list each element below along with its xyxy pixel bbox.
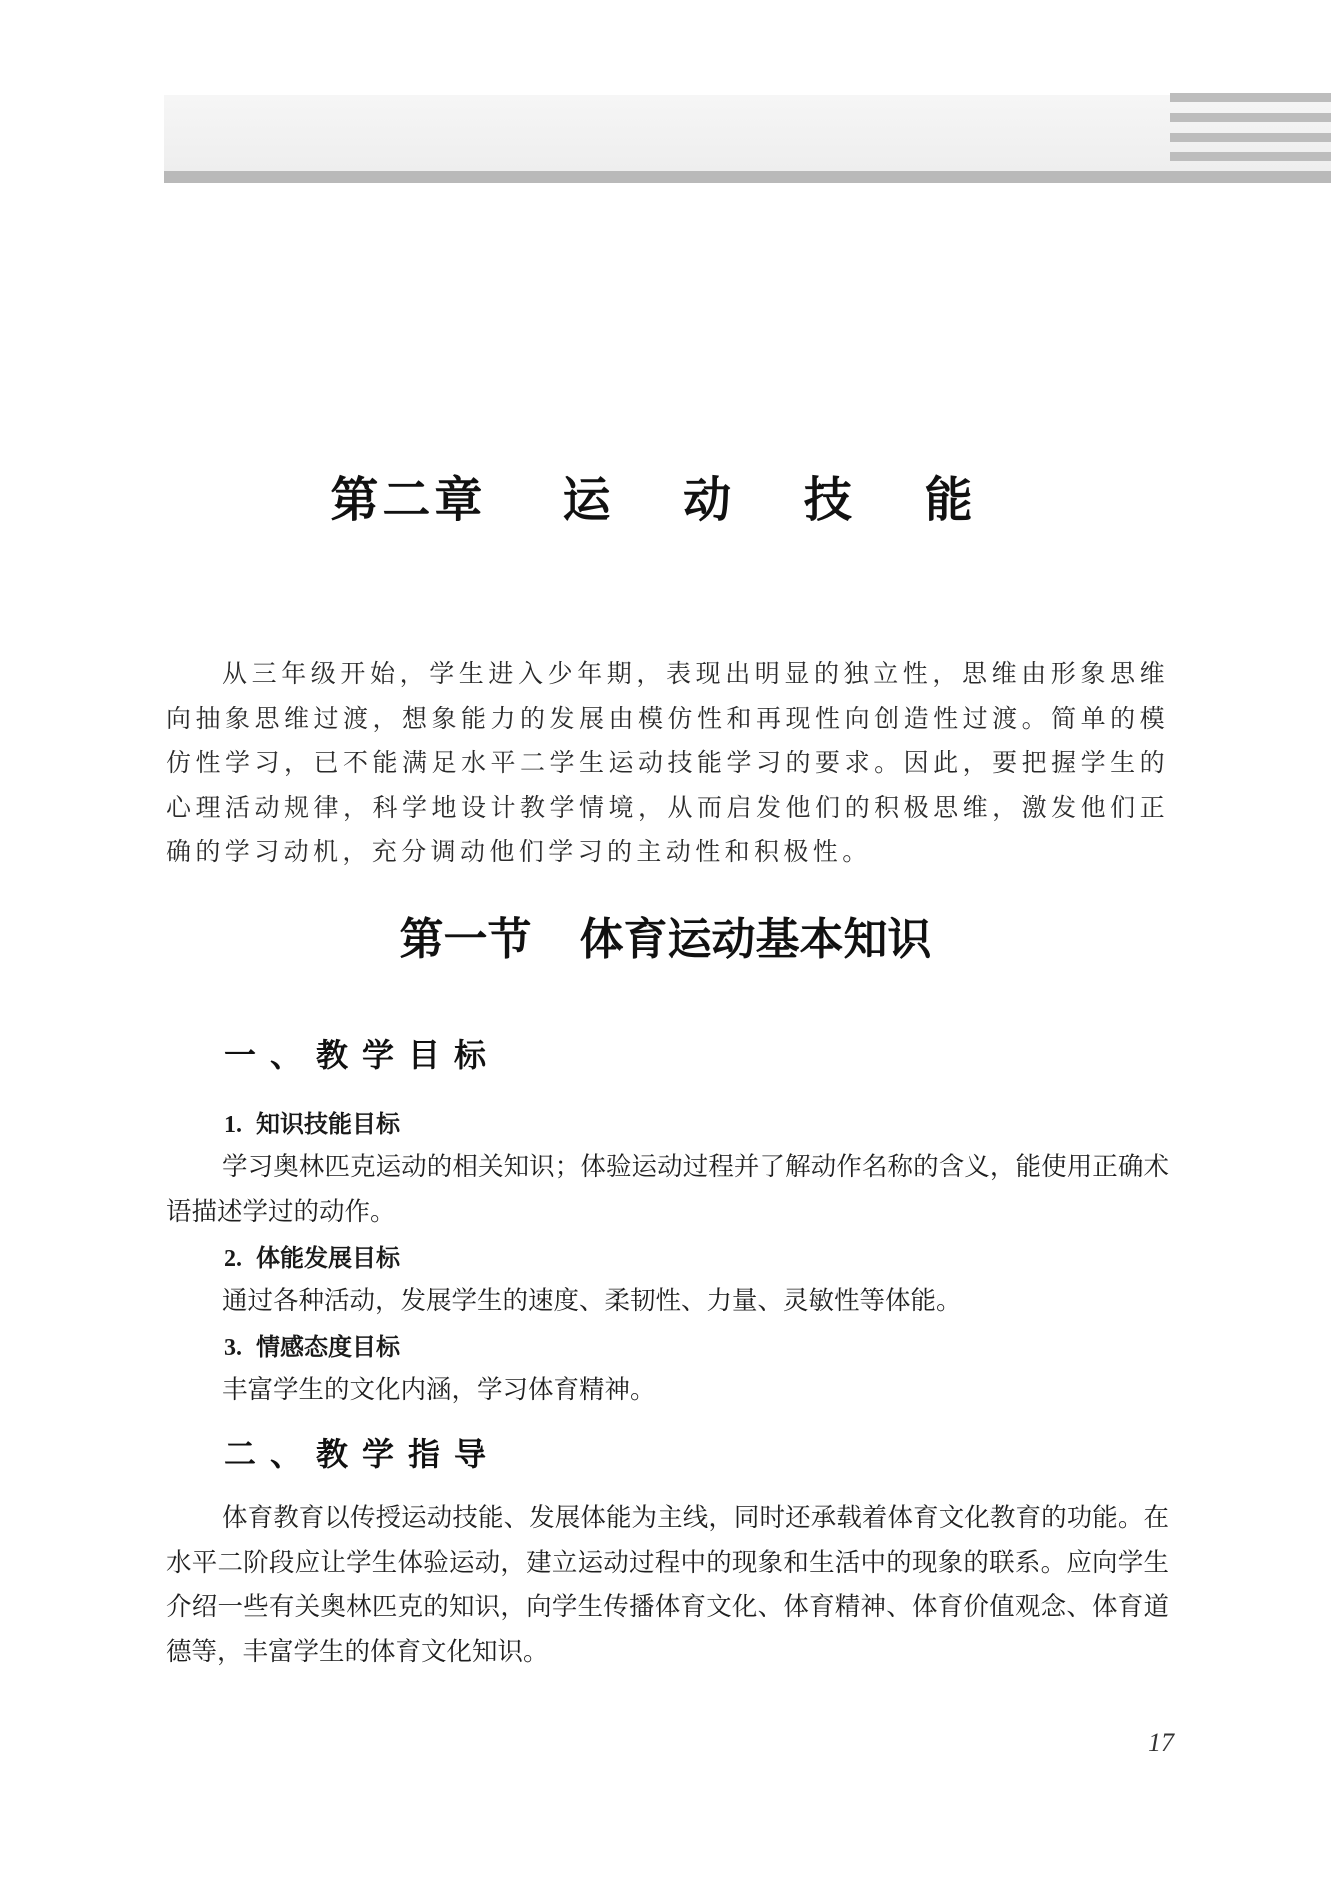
chapter-title — [0, 468, 1331, 532]
section-name: 体育运动基本知识 — [579, 914, 932, 965]
goal-label-knowledge — [224, 1106, 400, 1143]
header-stripe — [1170, 133, 1331, 142]
guidance-paragraph: 体育教育以传授运动技能、发展体能为主线，同时还承载着体育文化教育的功能。在水平二阶段应让学生体验运动，建立运动过程中的现象和生活中的现象的联系。应向学生介绍一些有关奥林匹克的知识，向学生传播体育文化、体育精神、体育价值观念、体育道德等，丰富学生的体育文化知识。 — [166, 1503, 1169, 1667]
page-number: 17 — [1148, 1728, 1174, 1757]
goal-number: 2. — [224, 1246, 242, 1272]
goal-label-fitness — [224, 1240, 400, 1277]
guidance-heading: 二、教学指导 — [224, 1435, 501, 1473]
header-stripe — [1170, 113, 1331, 122]
chapter-name: 运 动 技 能 — [562, 472, 1001, 528]
header-stripe — [1170, 152, 1331, 161]
header-band — [164, 95, 1331, 171]
goal-number: 3. — [224, 1335, 242, 1361]
goal-label-emotion — [224, 1329, 400, 1366]
objectives-heading: 一、教学目标 — [224, 1036, 501, 1074]
section-title — [0, 910, 1331, 970]
header-stripe — [1170, 93, 1331, 102]
section-number: 第一节 — [399, 914, 532, 965]
goal-text-fitness: 通过各种活动，发展学生的速度、柔韧性、力量、灵敏性等体能。 — [222, 1286, 962, 1316]
intro-paragraph: 从三年级开始，学生进入少年期，表现出明显的独立性，思维由形象思维向抽象思维过渡，想象能力的发展由模仿性和再现性向创造性过渡。简单的模仿性学习，已不能满足水平二学生运动技能学习的要求。因此，要把握学生的心理活动规律，科学地设计教学情境，从而启发他们的积极思维，激发他们正确的学习动机，充分调动他们学习的主动性和积极性。 — [166, 659, 1169, 867]
header-stripes — [1170, 93, 1331, 165]
header-rule — [164, 171, 1331, 183]
goal-text-knowledge: 学习奥林匹克运动的相关知识；体验运动过程并了解动作名称的含义，能使用正确术语描述学过的动作。 — [166, 1152, 1169, 1227]
chapter-number: 第二章 — [330, 472, 487, 528]
goal-label-text: 知识技能目标 — [256, 1110, 400, 1138]
goal-label-text: 体能发展目标 — [256, 1244, 400, 1272]
goal-label-text: 情感态度目标 — [256, 1333, 400, 1361]
goal-number: 1. — [224, 1112, 242, 1138]
goal-text-emotion: 丰富学生的文化内涵，学习体育精神。 — [222, 1375, 656, 1405]
